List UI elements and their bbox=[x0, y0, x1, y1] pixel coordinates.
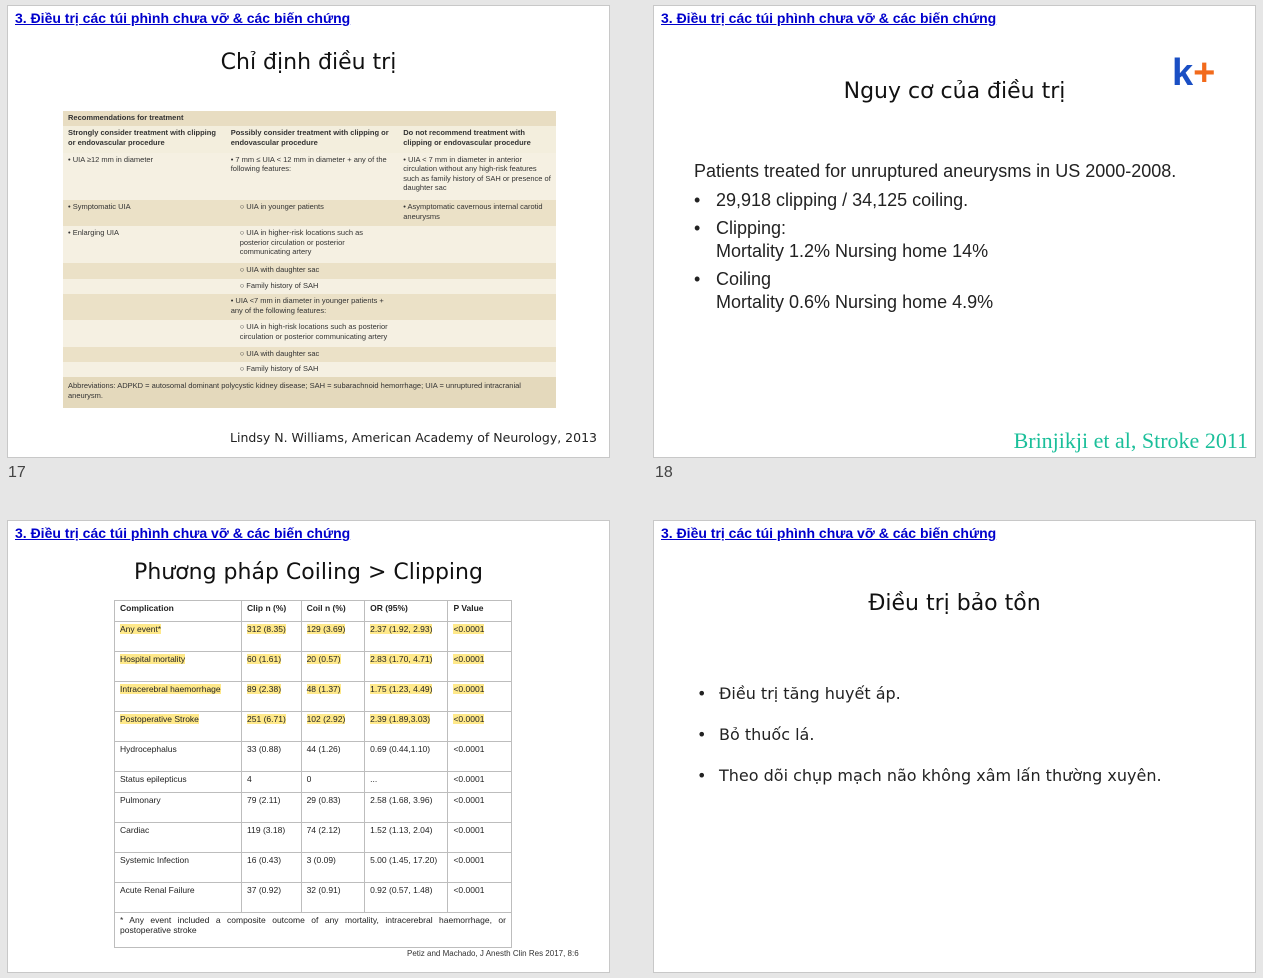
header-link[interactable]: 3. Điều trị các túi phình chưa vỡ & các biến chứng bbox=[15, 10, 351, 26]
table-row: Status epilepticus 4 0 ... <0.0001 bbox=[115, 772, 512, 793]
table-cell bbox=[63, 362, 226, 377]
table-cell bbox=[63, 347, 226, 362]
slide-title: Nguy cơ của điều trị bbox=[843, 79, 1066, 104]
header-link[interactable]: 3. Điều trị các túi phình chưa vỡ & các biến chứng bbox=[661, 525, 997, 541]
table-cell bbox=[398, 294, 556, 320]
table-row: Hydrocephalus 33 (0.88) 44 (1.26) 0.69 (0.44,1.10) <0.0001 bbox=[115, 742, 512, 772]
table-row: Acute Renal Failure 37 (0.92) 32 (0.91) 0.92 (0.57, 1.48) <0.0001 bbox=[115, 883, 512, 913]
citation: Lindsy N. Williams, American Academy of Neurology, 2013 bbox=[230, 430, 597, 445]
column-header: Possibly consider treatment with clipping or endovascular procedure bbox=[226, 126, 399, 152]
table-row bbox=[63, 320, 556, 346]
table-cell bbox=[398, 347, 556, 362]
table-cell: ○ UIA with daughter sac bbox=[226, 263, 399, 278]
logo-k: k bbox=[1172, 52, 1194, 94]
column-header: Strongly consider treatment with clipping or endovascular procedure bbox=[63, 126, 226, 152]
table-footnote: * Any event included a composite outcome of any mortality, intracerebral haemorrhage, or postoperative stroke bbox=[115, 913, 512, 948]
header-link[interactable]: 3. Điều trị các túi phình chưa vỡ & các biến chứng bbox=[15, 525, 351, 541]
slide-20[interactable] bbox=[653, 520, 1256, 973]
slide-title: Phương pháp Coiling > Clipping bbox=[134, 560, 483, 585]
table-cell: ○ Family history of SAH bbox=[226, 362, 399, 377]
table-cell bbox=[63, 320, 226, 346]
citation: Petiz and Machado, J Anesth Clin Res 2017, 8:6 bbox=[407, 949, 579, 958]
list-item: • 29,918 clipping / 34,125 coiling. bbox=[694, 190, 969, 210]
table-cell bbox=[63, 263, 226, 278]
table-cell bbox=[398, 362, 556, 377]
slide-number: 18 bbox=[655, 464, 673, 481]
table-cell: ○ UIA with daughter sac bbox=[226, 347, 399, 362]
table-cell bbox=[398, 263, 556, 278]
table-row bbox=[63, 347, 556, 362]
table-cell bbox=[398, 226, 556, 263]
column-header: OR (95%) bbox=[365, 601, 448, 622]
table-row bbox=[63, 294, 556, 320]
column-header: Complication bbox=[115, 601, 242, 622]
table-header-row bbox=[115, 601, 512, 622]
table-cell: • UIA ≥12 mm in diameter bbox=[63, 153, 226, 201]
brand-logo bbox=[1172, 54, 1215, 92]
table-footnote: Abbreviations: ADPKD = autosomal dominant polycystic kidney disease; SAH = subarachnoid hemorrhage; UIA = unruptured intracranial aneurysm. bbox=[63, 377, 556, 408]
table-row: Systemic Infection 16 (0.43) 3 (0.09) 5.00 (1.45, 17.20) <0.0001 bbox=[115, 853, 512, 883]
table-cell bbox=[398, 279, 556, 294]
header-link[interactable]: 3. Điều trị các túi phình chưa vỡ & các biến chứng bbox=[661, 10, 997, 26]
slide-17[interactable] bbox=[7, 5, 610, 458]
slide-19[interactable] bbox=[7, 520, 610, 973]
slide-title: Chỉ định điều trị bbox=[220, 50, 397, 75]
table-cell: • UIA <7 mm in diameter in younger patients + any of the following features: bbox=[226, 294, 399, 320]
slide-number: 17 bbox=[8, 464, 26, 481]
table-cell bbox=[63, 294, 226, 320]
table-row bbox=[63, 263, 556, 278]
table-row bbox=[63, 153, 556, 201]
slide-18[interactable] bbox=[653, 5, 1256, 458]
table-cell: ○ UIA in high-risk locations such as posterior circulation or posterior communicating artery bbox=[226, 320, 399, 346]
table-row: Any event* 312 (8.35) 129 (3.69) 2.37 (1.92, 2.93) <0.0001 bbox=[115, 622, 512, 652]
table-cell: • 7 mm ≤ UIA < 12 mm in diameter + any of the following features: bbox=[226, 153, 399, 201]
table-cell bbox=[63, 279, 226, 294]
table-cell: ○ UIA in younger patients bbox=[226, 200, 399, 226]
table-footnote-row bbox=[115, 913, 512, 948]
table-row bbox=[63, 362, 556, 377]
table-row: Pulmonary 79 (2.11) 29 (0.83) 2.58 (1.68, 3.96) <0.0001 bbox=[115, 793, 512, 823]
list-item: • Bỏ thuốc lá. bbox=[697, 725, 815, 744]
table-row: Postoperative Stroke 251 (6.71) 102 (2.92) 2.39 (1.89,3.03) <0.0001 bbox=[115, 712, 512, 742]
slide-body bbox=[694, 160, 1194, 319]
column-header: P Value bbox=[448, 601, 512, 622]
table-row bbox=[63, 200, 556, 226]
table-cell: ○ UIA in higher-risk locations such as posterior circulation or posterior communicating artery bbox=[226, 226, 399, 263]
table-cell: ○ Family history of SAH bbox=[226, 279, 399, 294]
column-header: Do not recommend treatment with clipping or endovascular procedure bbox=[398, 126, 556, 152]
list-item: • Clipping: Mortality 1.2% Nursing home 14% bbox=[694, 218, 989, 261]
table-row: Cardiac 119 (3.18) 74 (2.12) 1.52 (1.13, 2.04) <0.0001 bbox=[115, 823, 512, 853]
slide-title: Điều trị bảo tồn bbox=[868, 591, 1041, 616]
table-row: Hospital mortality 60 (1.61) 20 (0.57) 2.83 (1.70, 4.71) <0.0001 bbox=[115, 652, 512, 682]
column-header: Coil n (%) bbox=[301, 601, 365, 622]
list-item: • Theo dõi chụp mạch não không xâm lấn thường xuyên. bbox=[697, 766, 1162, 785]
column-header: Clip n (%) bbox=[242, 601, 302, 622]
recommendations-table bbox=[63, 111, 556, 408]
slide-body bbox=[694, 684, 1162, 807]
logo-plus: + bbox=[1193, 52, 1216, 94]
table-row bbox=[63, 279, 556, 294]
citation: Brinjikji et al, Stroke 2011 bbox=[1013, 428, 1248, 453]
table-cell bbox=[398, 320, 556, 346]
table-cell: • Enlarging UIA bbox=[63, 226, 226, 263]
list-item: • Điều trị tăng huyết áp. bbox=[697, 684, 901, 703]
complications-table bbox=[114, 600, 512, 948]
table-cell: • Asymptomatic cavernous internal carotid aneurysms bbox=[398, 200, 556, 226]
table-caption: Recommendations for treatment bbox=[63, 111, 556, 126]
table-cell: • Symptomatic UIA bbox=[63, 200, 226, 226]
table-row: Intracerebral haemorrhage 89 (2.38) 48 (1.37) 1.75 (1.23, 4.49) <0.0001 bbox=[115, 682, 512, 712]
table-cell: • UIA < 7 mm in diameter in anterior circulation without any high-risk features such as family history of SAH or presence of daughter sac bbox=[398, 153, 556, 201]
table-row bbox=[63, 226, 556, 263]
list-item: • Coiling Mortality 0.6% Nursing home 4.9% bbox=[694, 269, 994, 312]
intro-text: Patients treated for unruptured aneurysms in US 2000-2008. bbox=[694, 161, 1177, 181]
